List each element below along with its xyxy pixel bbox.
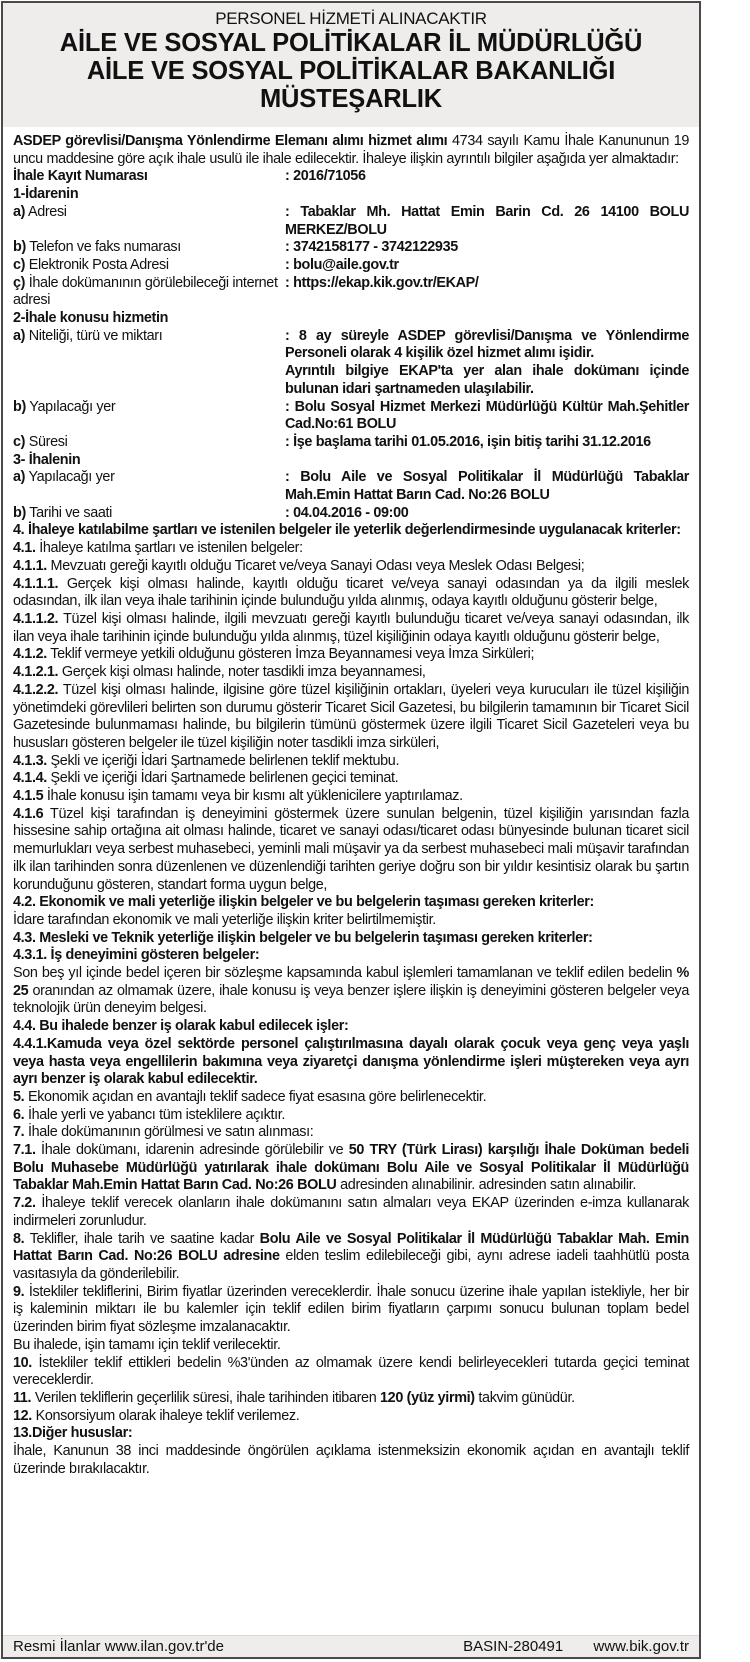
clause-number: 7.1. xyxy=(13,1142,36,1159)
clause-paragraph xyxy=(13,1425,689,1443)
konu-heading: 2-İhale konusu hizmetin xyxy=(13,310,169,327)
clause-number: 9. xyxy=(13,1283,25,1300)
field-value-text: : Bolu Sosyal Hizmet Merkezi Müdürlüğü Kültür Mah.Şehitler Cad.No:61 BOLU xyxy=(285,398,689,433)
clause-text-after: takvim günüdür. xyxy=(474,1389,575,1406)
field-label-text: Yapılacağı yer xyxy=(25,398,116,415)
field-label xyxy=(13,275,285,310)
clause-paragraph xyxy=(13,1107,689,1125)
clause-number: 4. İhaleye katılabilme şartları ve istenilen belgeler ile yeterlik değerlendirmesinde uygulanacak kriterler: xyxy=(13,522,681,539)
field-row xyxy=(13,399,689,434)
footer-basin-code: BASIN-280491 xyxy=(463,1638,564,1655)
konu-rows xyxy=(13,328,689,452)
field-mark: b) xyxy=(13,239,26,256)
clause-text: İdare tarafından ekonomik ve mali yeterliğe ilişkin kriter belirtilmemiştir. xyxy=(13,911,436,928)
clause-text-after: adresinden alınabilinir. adresinden satın alınabilir. xyxy=(336,1177,636,1194)
clause-number: 6. xyxy=(13,1106,25,1123)
clause-text: Verilen tekliflerin geçerlilik süresi, ihale tarihinden itibaren xyxy=(31,1389,381,1406)
field-value-text: : Bolu Aile ve Sosyal Politikalar İl Müdürlüğü Tabaklar Mah.Emin Hattat Barın Cad. No:26 BOLU xyxy=(285,469,689,504)
intro-paragraph xyxy=(13,133,689,168)
field-label-text: Tarihi ve saati xyxy=(25,504,113,521)
clause-text: Teklif vermeye yetkili olduğunu gösteren İmza Beyannamesi veya İmza Sirküleri; xyxy=(46,646,535,663)
field-mark: b) xyxy=(13,398,26,415)
clause-text: Gerçek kişi olması halinde, kayıtlı olduğu ticaret ve/veya sanayi odasından ya da ilgili meslek odasından, ilk ilan veya ihale tarihinin içinde bulunduğu yılda alınmış, odaya kayıtlı olduğunu gösterir belge, xyxy=(13,575,689,610)
field-label xyxy=(13,204,285,239)
field-row xyxy=(13,275,689,310)
field-value-text: : Tabaklar Mh. Hattat Emin Barin Cd. 26 14100 BOLU MERKEZ/BOLU xyxy=(285,203,689,238)
clauses-list xyxy=(13,522,689,1478)
clause-text: İhaleye katılma şartları ve istenilen belgeler: xyxy=(35,540,303,557)
field-value xyxy=(285,469,689,504)
clause-number: 4.1.4. xyxy=(13,770,47,787)
clause-paragraph xyxy=(13,1124,689,1142)
clause-text: İhaleye teklif verecek olanların ihale dokümanını satın almaları veya EKAP üzerinden e-imza kullanarak indirmeleri zorunludur. xyxy=(13,1195,689,1229)
clause-number: 4.4.1.Kamuda veya özel sektörde personel çalıştırılmasına dayalı olarak çocuk veya genç veya yaşlı veya hasta veya engellilerin bakımına veya ziyaretçi danışma yönlendirme işleri müştereken veya ayrı ayrı benzer iş olarak kabul edilecektir. xyxy=(13,1035,689,1088)
field-row xyxy=(13,505,689,523)
clause-paragraph xyxy=(13,788,689,806)
clause-paragraph xyxy=(13,930,689,948)
clause-number: 4.3.1. İş deneyimini gösteren belgeler: xyxy=(13,947,260,964)
clause-paragraph xyxy=(13,753,689,771)
ihale-kayit-row xyxy=(13,168,689,186)
clause-text: Bu ihalede, işin tamamı için teklif verilecektir. xyxy=(13,1336,281,1353)
field-mark: a) xyxy=(13,203,26,220)
field-label xyxy=(13,239,285,257)
clause-text: İhale dokümanı, idarenin adresinde görülebilir ve xyxy=(35,1142,349,1159)
clause-text: Gerçek kişi olması halinde, noter tasdikli imza beyannamesi, xyxy=(58,664,426,681)
field-row xyxy=(13,328,689,399)
clause-paragraph xyxy=(13,558,689,576)
clause-paragraph xyxy=(13,646,689,664)
clause-text: İhale dokümanının görülmesi ve satın alınması: xyxy=(24,1124,314,1141)
field-label-text: Elektronik Posta Adresi xyxy=(25,256,169,273)
field-label-text: Yapılacağı yer xyxy=(25,469,115,486)
clause-text: Şekli ve içeriği İdari Şartnamede belirlenen geçici teminat. xyxy=(46,770,399,787)
clause-number: 4.1.1. xyxy=(13,557,47,574)
field-row xyxy=(13,239,689,257)
field-label-text: Niteliği, türü ve miktarı xyxy=(25,327,163,344)
clause-paragraph xyxy=(13,965,689,1018)
clause-text: İhale konusu işin tamamı veya bir kısmı alt yüklenicilere yaptırılamaz. xyxy=(43,788,463,805)
field-value-text: : https://ekap.kik.gov.tr/EKAP/ xyxy=(285,274,479,291)
field-label xyxy=(13,328,285,399)
clause-number: 4.1.2.2. xyxy=(13,681,59,698)
clause-paragraph xyxy=(13,522,689,540)
clause-number: 10. xyxy=(13,1354,32,1371)
field-value xyxy=(285,275,689,310)
clause-paragraph xyxy=(13,1142,689,1195)
clause-paragraph xyxy=(13,912,689,930)
clause-paragraph xyxy=(13,1390,689,1408)
field-label xyxy=(13,505,285,523)
clause-paragraph xyxy=(13,770,689,788)
field-mark: c) xyxy=(13,256,26,273)
clause-paragraph xyxy=(13,1018,689,1036)
clause-number: 4.1.1.1. xyxy=(13,575,59,592)
clause-number: 4.1.5 xyxy=(13,788,44,805)
clause-bold-text: Bolu Aile ve Sosyal Politikalar İl Müdürlüğü Tabaklar Mah. Emin Hattat Barın Cad. No:26 BOLU adresine xyxy=(13,1230,689,1265)
notice-title-line-3: MÜSTEŞARLIK xyxy=(260,85,442,113)
clause-number: 4.1. xyxy=(13,540,36,557)
clause-number: 4.1.1.2. xyxy=(13,610,59,627)
clause-number: 12. xyxy=(13,1407,32,1424)
clause-paragraph xyxy=(13,682,689,753)
ihalenin-heading: 3- İhalenin xyxy=(13,451,81,468)
clause-paragraph xyxy=(13,1408,689,1426)
clause-text: İhale, Kanunun 38 inci maddesinde öngörülen açıklama istenmeksizin ekonomik açıdan en avantajlı teklif üzerinde bırakılacaktır. xyxy=(13,1443,689,1477)
field-value xyxy=(285,204,689,239)
clause-text: Şekli ve içeriği İdari Şartnamede belirlenen teklif mektubu. xyxy=(46,752,400,769)
clause-paragraph xyxy=(13,1284,689,1337)
ihale-kayit-value: : 2016/71056 xyxy=(285,168,366,185)
notice-title-line-2: AİLE VE SOSYAL POLİTİKALAR BAKANLIĞI xyxy=(86,57,616,85)
notice-header xyxy=(3,3,699,127)
field-mark: b) xyxy=(13,504,26,521)
clause-paragraph xyxy=(13,1231,689,1284)
clause-number: 4.2. Ekonomik ve mali yeterliğe ilişkin belgeler ve bu belgelerin taşıması gereken kriterler: xyxy=(13,894,594,911)
clause-number: 8. xyxy=(13,1230,25,1247)
footer-bik-link[interactable]: www.bik.gov.tr xyxy=(593,1638,689,1655)
notice-footer xyxy=(3,1635,699,1657)
clause-paragraph xyxy=(13,540,689,558)
field-value-text: : 04.04.2016 - 09:00 xyxy=(285,504,409,521)
clause-bold-text: 50 TRY (Türk Lirası) karşılığı İhale Doküman bedeli Bolu Muhasebe Müdürlüğü yatırılarak ihale dokümanı Bolu Aile ve Sosyal Politikalar İl Müdürlüğü Tabaklar Mah.Emin Hattat Barın Cad. No:26 BOLU xyxy=(13,1142,689,1194)
clause-number: 4.1.2.1. xyxy=(13,664,59,681)
field-value-extra: Ayrıntılı bilgiye EKAP'ta yer alan ihale dokümanı içinde bulunan idari şartnameden ulaşılabilir. xyxy=(285,363,689,397)
clause-paragraph xyxy=(13,806,689,895)
notice-title-line-1: AİLE VE SOSYAL POLİTİKALAR İL MÜDÜRLÜĞÜ xyxy=(59,29,643,57)
tender-notice xyxy=(1,1,701,1659)
clause-paragraph xyxy=(13,1355,689,1390)
footer-right xyxy=(437,1636,689,1657)
field-value-text: : 8 ay süreyle ASDEP görevlisi/Danışma ve Yönlendirme Personeli olarak 4 kişilik özel hizmet alımı işidir. xyxy=(285,327,689,362)
field-label-text: Süresi xyxy=(25,433,68,450)
field-value xyxy=(285,434,689,452)
clause-number: 7. xyxy=(13,1124,25,1141)
notice-body xyxy=(3,127,699,1478)
clause-text: İhale yerli ve yabancı tüm isteklilere açıktır. xyxy=(24,1106,286,1123)
clause-paragraph xyxy=(13,1337,689,1355)
clause-paragraph xyxy=(13,611,689,646)
field-label-text: Adresi xyxy=(25,203,67,220)
clause-number: 11. xyxy=(13,1389,32,1406)
clause-text: Tüzel kişi olması halinde, ilgisine göre tüzel kişiliğinin ortakları, üyeleri veya kurucuları ile tüzel kişiliğin yönetimdeki görevlileri belirten son durumu gösterir Ticaret Sicil Gazetesi, bu bilgilerin tamamının bir Ticaret Sicil Gazetesinde bulunmaması halinde, bu bilgilerin tümünü göstermek üzere ilgili Ticaret Sicil Gazeteleri veya bu hususları gösteren belgeler ile tüzel kişiliğin noter tasdikli imza sirküleri, xyxy=(13,681,689,751)
field-row xyxy=(13,469,689,504)
clause-paragraph xyxy=(13,1195,689,1230)
field-label-text: Telefon ve faks numarası xyxy=(25,239,181,256)
clause-paragraph xyxy=(13,1089,689,1107)
field-value-text: : İşe başlama tarihi 01.05.2016, işin bitiş tarihi 31.12.2016 xyxy=(285,433,651,450)
clause-paragraph xyxy=(13,894,689,912)
field-label xyxy=(13,257,285,275)
clause-paragraph xyxy=(13,1036,689,1089)
field-value xyxy=(285,328,689,399)
clause-text-after: oranından az olmamak üzere, ihale konusu iş veya benzer işlere ilişkin iş deneyimini gösteren belgeler veya teknolojik ürün deneyim belgesi. xyxy=(13,982,689,1017)
clause-text: Son beş yıl içinde bedel içeren bir sözleşme kapsamında kabul işlemleri tamamlanan ve teklif edilen bedelin xyxy=(13,965,677,982)
field-value xyxy=(285,505,689,523)
field-value xyxy=(285,239,689,257)
clause-text: İstekliler teklif ettikleri bedelin %3'ünden az olmamak üzere kendi belirleyecekleri tutarda geçici teminat vereceklerdir. xyxy=(13,1354,689,1389)
clause-number: 4.1.6 xyxy=(13,805,44,822)
clause-paragraph xyxy=(13,576,689,611)
field-label xyxy=(13,469,285,504)
clause-paragraph xyxy=(13,1443,689,1478)
clause-text: Tüzel kişi olması halinde, ilgili mevzuatı gereği kayıtlı bulunduğu ticaret ve/veya sanayi odasından, ilk ilan veya ihale tarihinin içinde bulunduğu yılda alınmış, tüzel kişiliğinin odaya kayıtlı olduğunu gösterir belge, xyxy=(13,610,689,645)
field-label xyxy=(13,399,285,434)
field-label xyxy=(13,434,285,452)
clause-bold-text: % 25 xyxy=(13,965,689,999)
field-value-text: : bolu@aile.gov.tr xyxy=(285,256,399,273)
clause-paragraph xyxy=(13,947,689,965)
clause-number: 13.Diğer hususlar: xyxy=(13,1425,133,1442)
field-mark: ç) xyxy=(13,274,26,291)
clause-text-after: elden teslim edilebileceği gibi, aynı adrese iadeli taahhütlü posta vasıtasıyla da gönderilebilir. xyxy=(13,1248,689,1282)
field-mark: c) xyxy=(13,433,26,450)
clause-number: 4.4. Bu ihalede benzer iş olarak kabul edilecek işler: xyxy=(13,1018,349,1035)
field-mark: a) xyxy=(13,469,26,486)
clause-text: Mevzuatı gereği kayıtlı olduğu Ticaret ve/veya Sanayi Odası veya Meslek Odası Belgesi; xyxy=(46,557,585,574)
field-value xyxy=(285,257,689,275)
clause-text: Ekonomik açıdan en avantajlı teklif sadece fiyat esasına göre belirlenecektir. xyxy=(24,1088,487,1105)
clause-number: 7.2. xyxy=(13,1195,36,1212)
field-row xyxy=(13,204,689,239)
idare-rows xyxy=(13,204,689,310)
field-row xyxy=(13,434,689,452)
clause-text: Tüzel kişi tarafından iş deneyimini göstermek üzere sunulan belgenin, tüzel kişiliğin yarısından fazla hissesine sahip ortağına ait olması halinde, ticaret ve sanayi odası/ticaret odası bünyesinde bulunan ticaret sicil memurlukları veya serbest muhasebeci, yeminli mali müşavir ya da serbest muhasebeci mali müşavir tarafından ilk ilan tarihinden sonra düzenlenen ve düzenlendiği tarihten geriye doğru son bir yıldır kesintisiz olarak bu şartın korunduğunu gösteren, standart forma uygun belge, xyxy=(13,805,689,893)
idare-heading: 1-İdarenin xyxy=(13,186,79,203)
clause-number: 4.1.3. xyxy=(13,752,47,769)
clause-paragraph xyxy=(13,664,689,682)
field-label-text: İhale dokümanının görülebileceği internet adresi xyxy=(13,274,278,309)
ihalenin-rows xyxy=(13,469,689,522)
clause-number: 5. xyxy=(13,1088,25,1105)
clause-number: 4.3. Mesleki ve Teknik yeterliğe ilişkin belgeler ve bu belgelerin taşıması gereken kriterler: xyxy=(13,929,593,946)
field-value xyxy=(285,399,689,434)
clause-text: Konsorsiyum olarak ihaleye teklif verilemez. xyxy=(31,1407,300,1424)
field-row xyxy=(13,257,689,275)
intro-text: 4734 sayılı Kamu İhale Kanununun 19 uncu maddesine göre açık ihale usulü ile ihale edilecektir. İhaleye ilişkin ayrıntılı bilgiler aşağıda yer almaktadır: xyxy=(13,133,690,167)
clause-text: İstekliler tekliflerini, Birim fiyatlar üzerinden vereceklerdir. İhale sonucu üzerine ihale yapılan istekliyle, her bir iş kaleminin miktarı ile bu kalemler için teklif edilen birim fiyatların çarpımı sonucu bulunan toplam bedel üzerinden birim fiyat sözleşme imzalanacaktır. xyxy=(13,1283,689,1336)
field-mark: a) xyxy=(13,327,26,344)
intro-bold: ASDEP görevlisi/Danışma Yönlendirme Elemanı alımı hizmet alımı xyxy=(13,133,448,149)
clause-bold-text: 120 (yüz yirmi) xyxy=(380,1389,475,1406)
notice-subtitle: PERSONEL HİZMETİ ALINACAKTIR xyxy=(215,9,487,28)
footer-ilan-link[interactable]: Resmi İlanlar www.ilan.gov.tr'de xyxy=(13,1638,224,1655)
clause-text: Teklifler, ihale tarih ve saatine kadar xyxy=(24,1230,260,1247)
field-value-text: : 3742158177 - 3742122935 xyxy=(285,239,458,256)
clause-number: 4.1.2. xyxy=(13,646,47,663)
ihale-kayit-label: İhale Kayıt Numarası xyxy=(13,168,148,185)
